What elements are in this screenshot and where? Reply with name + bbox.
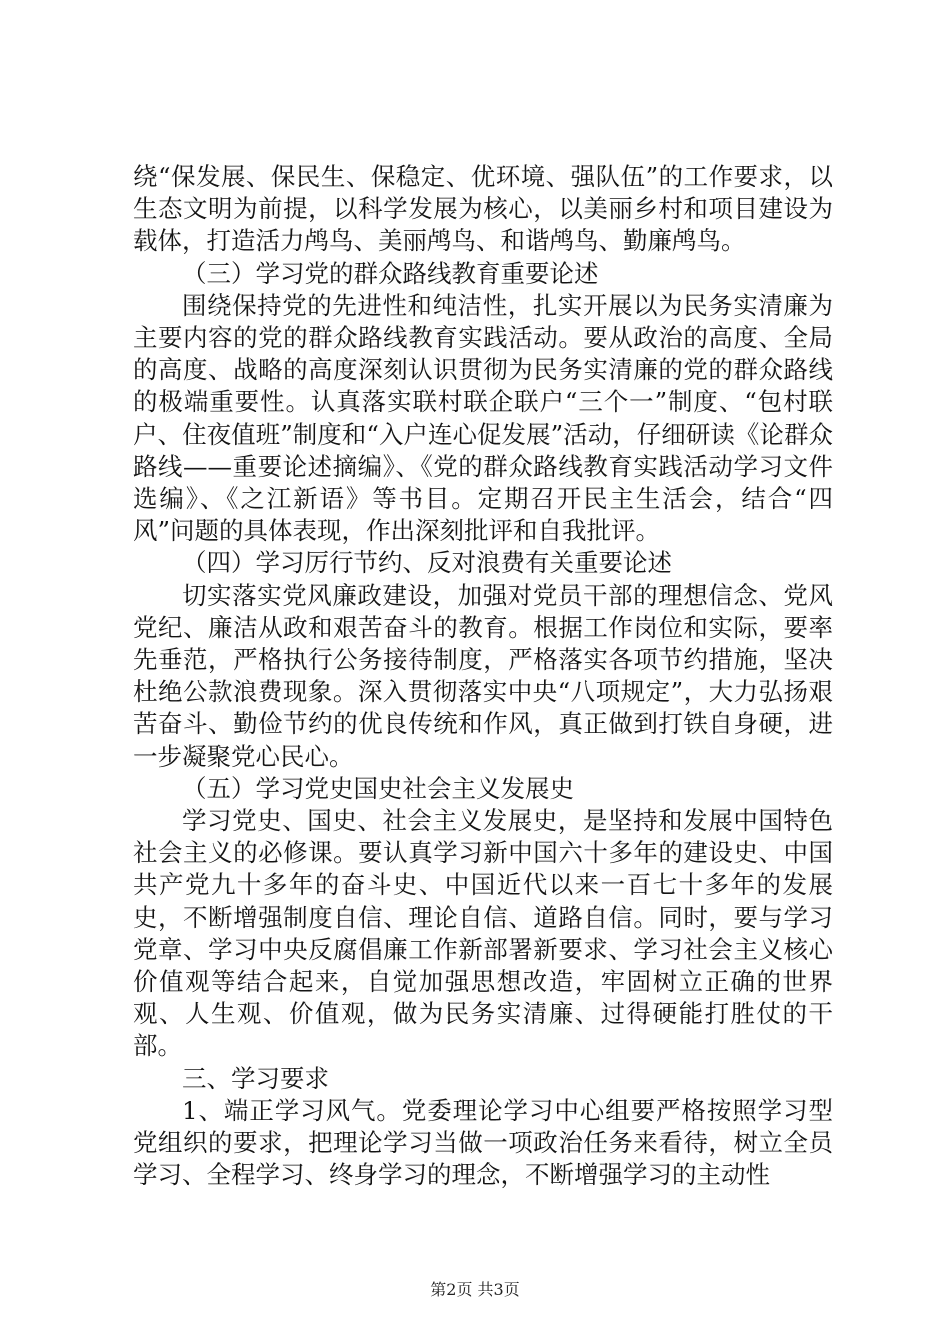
section-heading-3: （三）学习党的群众路线教育重要论述: [182, 258, 599, 288]
section-heading-4: （四）学习厉行节约、反对浪费有关重要论述: [182, 548, 672, 578]
paragraph-mass-line: 围绕保持党的先进性和纯洁性，扎实开展以为民务实清廉为主要内容的党的群众路线教育实践活动。要从政治的高度、全局的高度、战略的高度深刻认识贯彻为民务实清廉的党的群众路线的极端重要性。认真落实联村联企联户“三个一”制度、“包村联户、住夜值班”制度和“入户连心促发展”活动，仔细研读《论群众路线——重要论述摘编》、《党的群众路线教育实践活动学习文件选编》、《之江新语》等书目。定期召开民主生活会，结合“四风”问题的具体表现，作出深刻批评和自我批评。: [133, 290, 833, 546]
paragraph-history: 学习党史、国史、社会主义发展史，是坚持和发展中国特色社会主义的必修课。要认真学习新中国六十多年的建设史、中国共产党九十多年的奋斗史、中国近代以来一百七十多年的发展史，不断增强制度自信、理论自信、道路自信。同时，要与学习党章、学习中央反腐倡廉工作新部署新要求、学习社会主义核心价值观等结合起来，自觉加强思想改造，牢固树立正确的世界观、人生观、价值观，做为民务实清廉、过得硬能打胜仗的干部。: [133, 806, 833, 1061]
paragraph-requirement-1: 1、端正学习风气。党委理论学习中心组要严格按照学习型党组织的要求，把理论学习当做一项政治任务来看待，树立全员学习、全程学习、终身学习的理念，不断增强学习的主动性: [133, 1095, 833, 1190]
page-footer: 第2页 共3页: [430, 1280, 520, 1299]
document-body: [133, 161, 833, 1192]
paragraph-frugality: 切实落实党风廉政建设，加强对党员干部的理想信念、党风党纪、廉洁从政和艰苦奋斗的教育。根据工作岗位和实际，要率先垂范，严格执行公务接待制度，严格落实各项节约措施，坚决杜绝公款浪费现象。深入贯彻落实中央“八项规定”，大力弘扬艰苦奋斗、勤俭节约的优良传统和作风，真正做到打铁自身硬，进一步凝聚党心民心。: [133, 580, 833, 771]
section-heading-5: （五）学习党史国史社会主义发展史: [182, 773, 574, 803]
section-heading-requirements: 三、学习要求: [182, 1063, 329, 1093]
paragraph-continuation: 绕“保发展、保民生、保稳定、优环境、强队伍”的工作要求，以生态文明为前提，以科学发展为核心，以美丽乡村和项目建设为载体，打造活力鸬鸟、美丽鸬鸟、和谐鸬鸟、勤廉鸬鸟。: [133, 162, 833, 256]
